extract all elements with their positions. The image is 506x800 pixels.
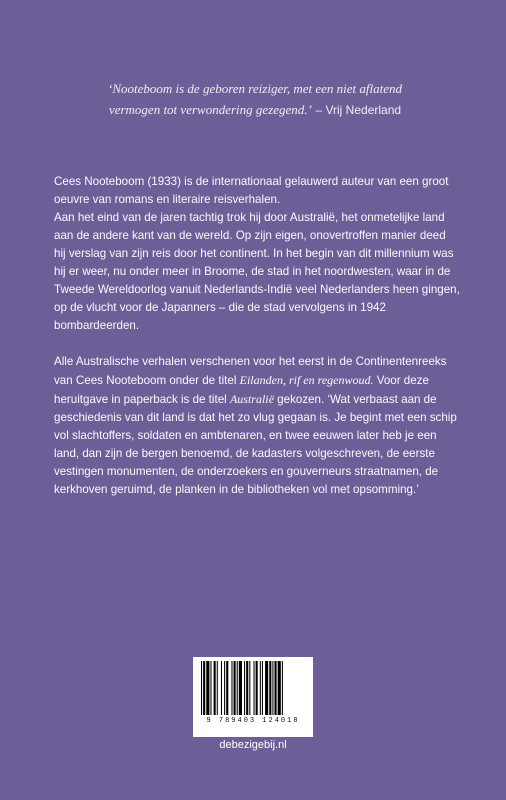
quote-text-line1: ‘Nooteboom is de geboren reiziger, met een niet aflatend	[107, 81, 402, 96]
barcode-bar	[226, 661, 228, 715]
barcode-bar	[246, 661, 248, 715]
publisher-url: debezigebij.nl	[219, 739, 287, 751]
barcode-bar	[256, 661, 258, 715]
blurb-p3-part-b: Voor deze heruitgave in paperback is de titel	[54, 374, 429, 406]
blurb	[54, 173, 460, 499]
barcode-bar	[239, 661, 242, 715]
barcode-bar	[249, 661, 250, 715]
barcode-bar	[224, 661, 225, 715]
blurb-paragraph-2: Aan het eind van de jaren tachtig trok hij door Australië, het onmetelijke land aan de andere kant van de wereld. Op zijn eigen, onovertroffen manier deed hij verslag van zijn reis door het continent. In het begin van dit millennium was hij er weer, nu onder meer in Broome, de stad in het noordwesten, waar in de Tweede Wereldoorlog vanuit Nederlands-Indië veel Nederlanders heen gingen, op de vlucht voor de Japanners – die de stad vervolgens in 1942 bombardeerden.	[54, 211, 460, 332]
barcode-bar	[210, 661, 211, 715]
barcode-bar	[254, 661, 255, 715]
barcode-bar	[237, 661, 238, 715]
isbn-barcode	[193, 657, 313, 737]
barcode-bar	[221, 661, 222, 715]
barcode-bar	[282, 661, 283, 715]
isbn-number: 9 789403 124018	[206, 717, 300, 725]
barcode-bar	[203, 661, 205, 715]
barcode-bar	[265, 661, 268, 715]
blurb-original-title: Eilanden, rif en regenwoud.	[239, 373, 374, 387]
review-quote	[40, 78, 470, 121]
barcode-bar	[201, 661, 202, 715]
barcode-bar	[214, 661, 216, 715]
blurb-new-title: Australië	[229, 392, 274, 406]
barcode-bar	[206, 661, 209, 715]
barcode-bar	[231, 661, 232, 715]
barcode-bar	[275, 661, 277, 715]
barcode-bar	[278, 661, 281, 715]
blurb-p3-part-c: gekozen. ‘Wat verbaast aan de geschiedenis van dit land is dat het zo vlug gegaan is. Je begint met een schip vol slachtoffers, soldaten en ambtenaren, en twee eeuwen later heb je een land, dan zijn de bergen benoemd, de kadasters volgeschreven, de eerste vestingen monumenten, de onderzoekers en gouverneurs straatnamen, de kerkhoven geruimd, de planken in de bibliotheken vol met opsomming.’	[54, 393, 457, 496]
barcode-bars	[193, 657, 313, 717]
blurb-paragraph-3	[54, 353, 460, 499]
blurb-paragraph-1: Cees Nooteboom (1933) is de internationaal gelauwerd auteur van een groot oeuvre van romans en literaire reisverhalen.	[54, 175, 449, 206]
barcode-bar	[262, 661, 263, 715]
barcode-bar	[260, 661, 261, 715]
barcode-bar	[217, 661, 218, 715]
barcode-bar	[272, 661, 273, 715]
barcode-bar	[244, 661, 245, 715]
quote-source: – Vrij Nederland	[315, 103, 402, 117]
barcode-bar	[269, 661, 271, 715]
barcode-bar	[234, 661, 236, 715]
quote-text-line2: vermogen tot verwondering gezegend.’	[108, 102, 312, 117]
blurb-p3-part-a: Alle Australische verhalen verschenen voor het eerst in de Continentenreeks van Cees Nooteboom onder de titel	[54, 355, 447, 387]
